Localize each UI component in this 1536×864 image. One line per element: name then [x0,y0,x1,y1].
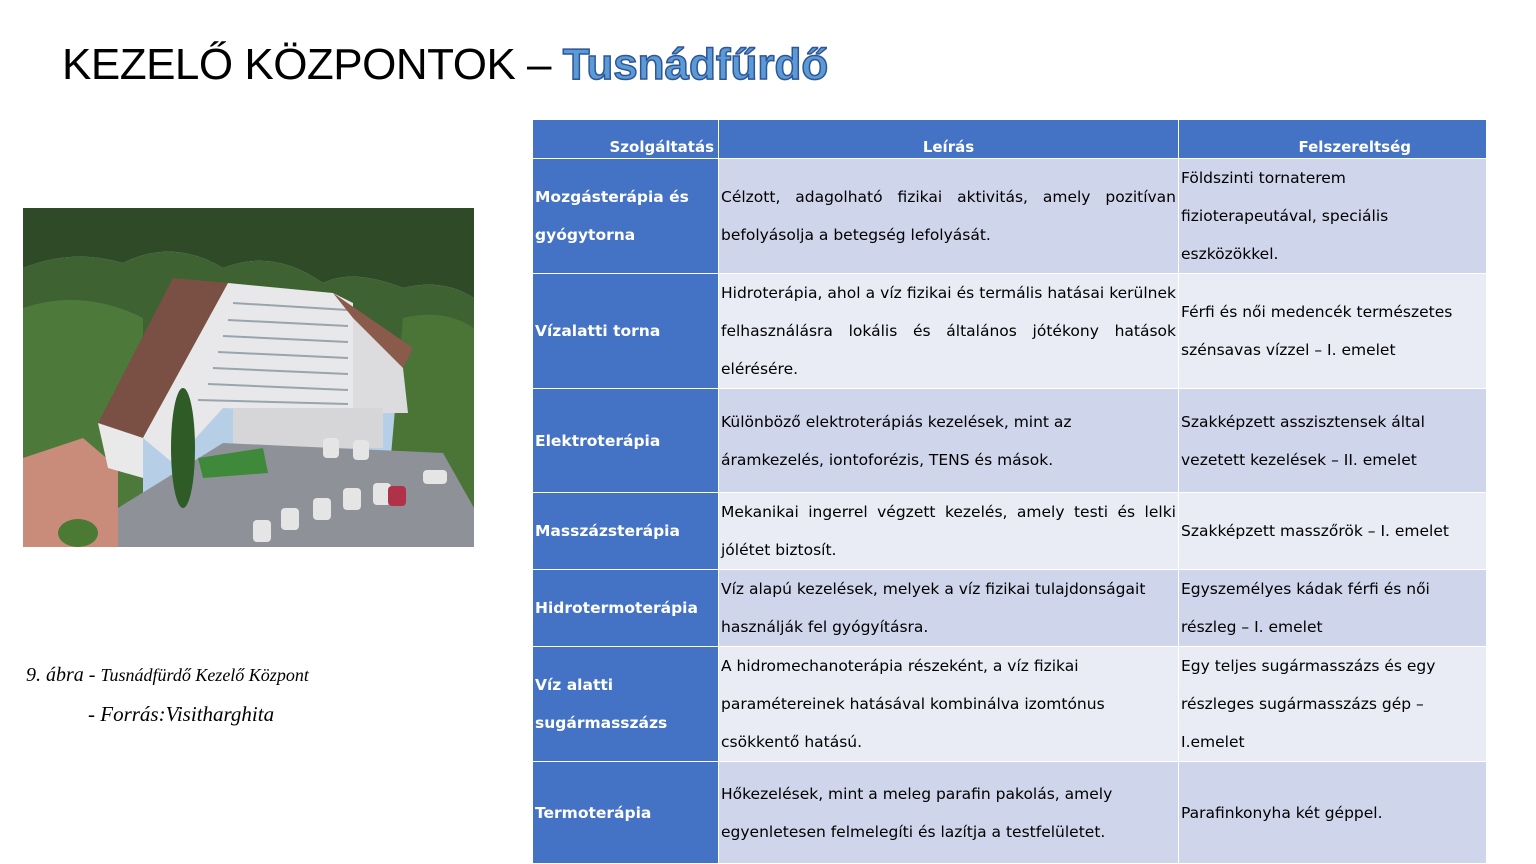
description-cell: Mekanikai ingerrel végzett kezelés, amely testi és lelki jólétet biztosít. [719,493,1179,570]
equipment-cell: Egyszemélyes kádak férfi és női részleg – I. emelet [1179,570,1487,647]
equipment-cell: Szakképzett masszőrök – I. emelet [1179,493,1487,570]
service-cell: Vízalatti torna [533,274,719,389]
description-cell: A hidromechanoterápia részeként, a víz fizikai paramétereinek hatásával kombinálva izomtónus csökkentő hatású. [719,647,1179,762]
table-row [533,159,1487,274]
description-cell: Hidroterápia, ahol a víz fizikai és termális hatásai kerülnek felhasználásra lokális és általános jótékony hatások elérésére. [719,274,1179,389]
table-row [533,389,1487,493]
table-row [533,570,1487,647]
title-accent: Tusnádfűrdő [562,40,829,89]
table-header-row [533,120,1487,159]
hotel-photo [23,208,474,547]
equipment-cell: Földszinti tornaterem fizioterapeutával, speciális eszközökkel. [1179,159,1487,274]
header-service: Szolgáltatás [533,120,719,159]
equipment-cell: Férfi és női medencék természetes szénsavas vízzel – I. emelet [1179,274,1487,389]
header-equipment: Felszereltség [1179,120,1487,159]
caption-text: Tusnádfürdő Kezelő Központ [100,665,309,685]
description-cell: Célzott, adagolható fizikai aktivitás, amely pozitívan befolyásolja a betegség lefolyását. [719,159,1179,274]
service-cell: Víz alatti sugármasszázs [533,647,719,762]
service-cell: Mozgásterápia és gyógytorna [533,159,719,274]
slide-title [62,40,828,90]
table-row [533,647,1487,762]
header-description: Leírás [719,120,1179,159]
figure-source: - Forrás:Visitharghita [88,702,275,726]
figure-caption [26,664,309,687]
table-row [533,274,1487,389]
description-cell: Különböző elektroterápiás kezelések, mint az áramkezelés, iontoforézis, TENS és mások. [719,389,1179,493]
table-row [533,762,1487,864]
title-main: KEZELŐ KÖZPONTOK – [62,40,563,89]
equipment-cell: Parafinkonyha két géppel. [1179,762,1487,864]
equipment-cell: Egy teljes sugármasszázs és egy részleges sugármasszázs gép – I.emelet [1179,647,1487,762]
service-cell: Termoterápia [533,762,719,864]
services-table [532,119,1487,864]
equipment-cell: Szakképzett asszisztensek által vezetett kezelések – II. emelet [1179,389,1487,493]
service-cell: Hidrotermoterápia [533,570,719,647]
service-cell: Elektroterápia [533,389,719,493]
description-cell: Hőkezelések, mint a meleg parafin pakolás, amely egyenletesen felmelegíti és lazítja a testfelületet. [719,762,1179,864]
description-cell: Víz alapú kezelések, melyek a víz fizikai tulajdonságait használják fel gyógyításra. [719,570,1179,647]
table-row [533,493,1487,570]
caption-number: 9. ábra - [26,664,101,686]
service-cell: Masszázsterápia [533,493,719,570]
